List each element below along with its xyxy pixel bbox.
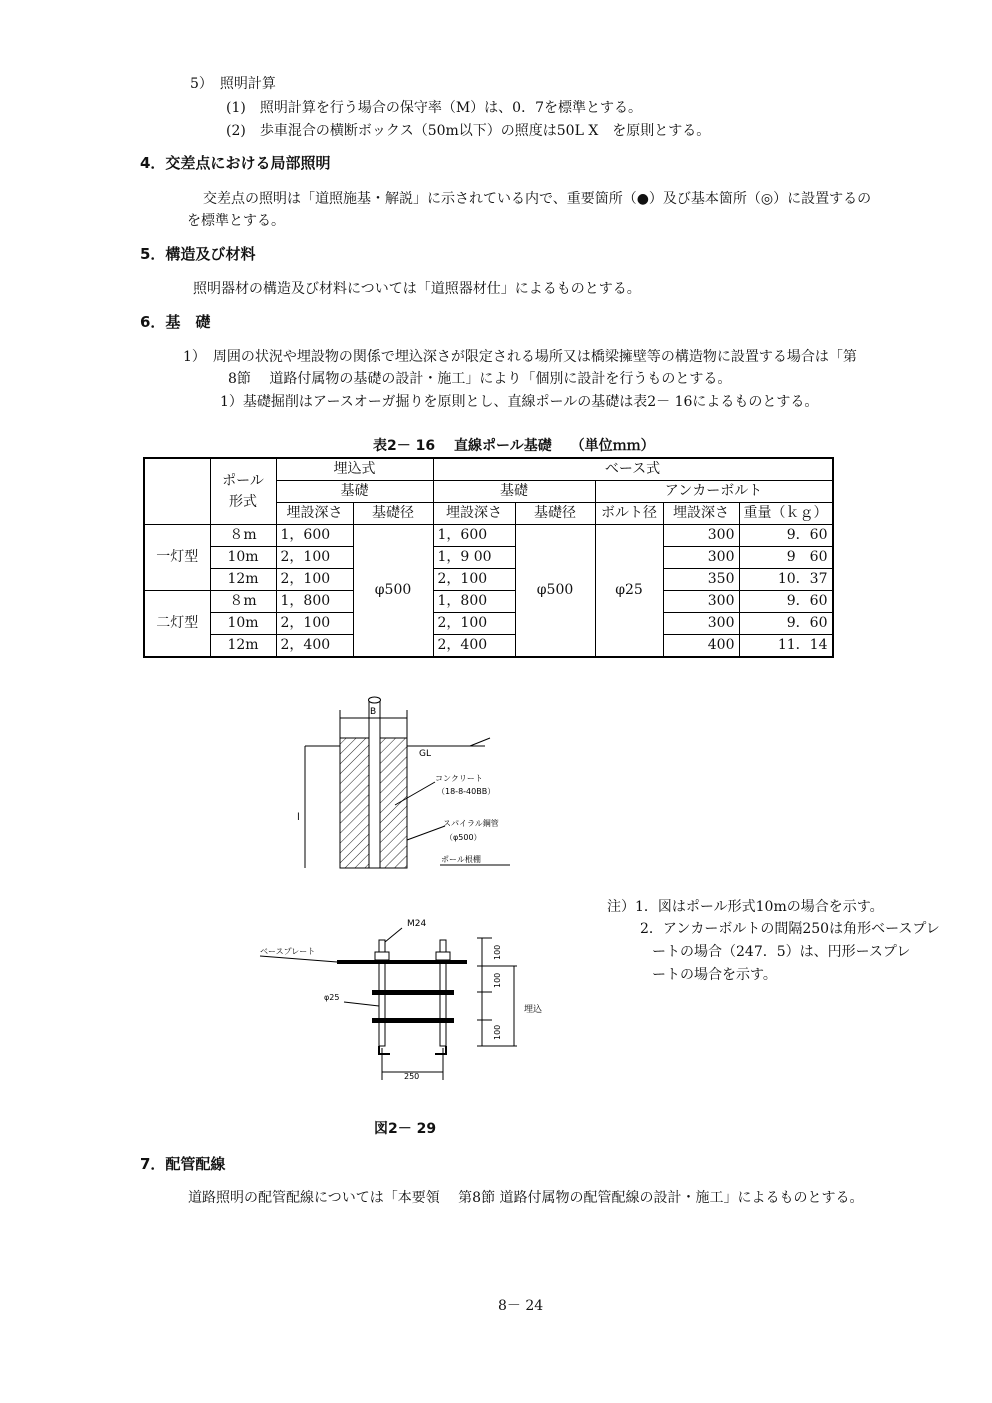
note-line-3: ートの場合（247．5）は、円形ースプレ [652, 944, 911, 960]
fig2-dim-100-a: 100 [493, 944, 502, 960]
note-line-4: ートの場合を示す。 [652, 967, 777, 983]
fig2-dim-100-b: 100 [493, 972, 502, 988]
header-kiso-2: 基礎 [433, 481, 595, 503]
table-caption: 表2－ 16 直線ポール基礎 （単位ｍｍ） [373, 438, 655, 454]
table-cell: 2，400 [276, 635, 353, 658]
page-number: 8－ 24 [498, 1298, 544, 1314]
foundation-table [143, 457, 834, 658]
table-cell: 10m [210, 547, 276, 569]
section-4-line-2: を標準とする。 [187, 213, 285, 229]
table-cell: 12m [210, 635, 276, 658]
table-cell-phi25: φ25 [595, 525, 663, 658]
section-5-title: 5．構造及び材料 [140, 245, 256, 263]
calc-item-1: (1) 照明計算を行う場合の保守率（M）は、0．7を標準とする。 [226, 100, 642, 116]
header-umekomi: 埋込式 [276, 458, 433, 481]
header-depth-3: 埋設深さ [663, 503, 739, 525]
table-cell-phi500-a: φ500 [353, 525, 433, 658]
section-5-body: 照明器材の構造及び材料については「道照器材仕」によるものとする。 [193, 281, 641, 297]
table-cell: 2，100 [433, 569, 515, 591]
table-cell: 1，800 [276, 591, 353, 613]
table-cell: 1，600 [433, 525, 515, 547]
fig2-dim-100-c: 100 [493, 1024, 502, 1040]
fig1-pole-base-label: ポール根棚 [441, 855, 481, 864]
header-dia-2: 基礎径 [515, 503, 595, 525]
fig2-umekomi-label: 埋込 [524, 1005, 543, 1015]
header-anchor-bolt: アンカーボルト [595, 481, 833, 503]
table-cell: 10．37 [739, 569, 833, 591]
section-6-para-1a: 1） 周囲の状況や埋設物の関係で埋込深さが限定される場所又は橋梁擁壁等の構造物に設置する場合は「第 [183, 349, 857, 365]
header-depth-1: 埋設深さ [276, 503, 353, 525]
header-base: ベース式 [433, 458, 833, 481]
section-7-title: 7．配管配線 [140, 1155, 226, 1173]
anchor-bolt-figure [252, 912, 552, 1082]
table-cell: 300 [663, 547, 739, 569]
fig1-concrete-label: コンクリート [435, 774, 483, 783]
header-depth-2: 埋設深さ [433, 503, 515, 525]
fig1-gl-label: GL [419, 749, 431, 759]
table-cell: 1，9 00 [433, 547, 515, 569]
fig2-m24-label: M24 [407, 919, 427, 929]
fig2-phi25-label: φ25 [324, 993, 340, 1002]
header-weight: 重量（ｋｇ） [739, 503, 833, 525]
table-cell: 2，100 [276, 547, 353, 569]
table-cell: 9 60 [739, 547, 833, 569]
table-cell: 350 [663, 569, 739, 591]
note-line-1: 注）1．図はポール形式10mの場合を示す。 [607, 899, 884, 915]
table-cell: 9．60 [739, 613, 833, 635]
table-cell: ８m [210, 525, 276, 547]
section-4-title: 4．交差点における局部照明 [140, 154, 331, 172]
group-single-light: 一灯型 [144, 525, 210, 591]
fig1-concrete-spec: （18-8-40BB） [437, 787, 496, 796]
table-cell: 9．60 [739, 525, 833, 547]
table-cell: 2，100 [276, 569, 353, 591]
header-pole-type: ポール 形式 [210, 458, 276, 525]
table-cell: 2，100 [433, 613, 515, 635]
fig2-dim-250: 250 [404, 1072, 420, 1081]
pole-foundation-figure [285, 690, 525, 875]
header-bolt-dia: ボルト径 [595, 503, 663, 525]
fig1-spiral-spec: （φ500） [445, 833, 482, 842]
table-cell: 10m [210, 613, 276, 635]
section-7-body: 道路照明の配管配線については「本要領 第8節 道路付属物の配管配線の設計・施工」によるものとする。 [188, 1190, 864, 1206]
table-cell: 12m [210, 569, 276, 591]
table-cell: 1，600 [276, 525, 353, 547]
table-cell: 300 [663, 525, 739, 547]
section-4-line-1: 交差点の照明は「道照施基・解説」に示されている内で、重要箇所（●）及び基本箇所（◎）に設置するの [203, 191, 872, 207]
calc-item-2: (2) 歩車混合の横断ボックス（50m以下）の照度は50L X を原則とする。 [226, 123, 711, 139]
table-cell: 11．14 [739, 635, 833, 658]
figure-caption: 図2－ 29 [374, 1121, 437, 1137]
table-corner [144, 458, 210, 525]
fig2-baseplate-label: ベースプレート [260, 947, 316, 956]
note-line-2: 2．アンカーボルトの間隔250は角形ベースプレ [640, 921, 940, 937]
table-cell: 9．60 [739, 591, 833, 613]
fig1-l-label: l [297, 812, 300, 823]
table-cell: 2，400 [433, 635, 515, 658]
calc-heading: 5） 照明計算 [190, 76, 276, 92]
section-6-title: 6．基 礎 [140, 313, 211, 331]
table-cell-phi500-b: φ500 [515, 525, 595, 658]
header-dia-1: 基礎径 [353, 503, 433, 525]
section-6-para-2: 1）基礎掘削はアースオーガ掘りを原則とし、直線ポールの基礎は表2－ 16によるものとする。 [220, 394, 819, 410]
table-cell: 2，100 [276, 613, 353, 635]
section-6-para-1b: 8節 道路付属物の基礎の設計・施工」により「個別に設計を行うものとする。 [228, 371, 732, 387]
group-double-light: 二灯型 [144, 591, 210, 658]
header-kiso-1: 基礎 [276, 481, 433, 503]
fig1-b-label: B [370, 707, 377, 717]
table-cell: 300 [663, 613, 739, 635]
table-cell: 400 [663, 635, 739, 658]
fig1-spiral-label: スパイラル鋼管 [443, 819, 499, 828]
table-cell: 300 [663, 591, 739, 613]
table-cell: 1，800 [433, 591, 515, 613]
table-cell: ８m [210, 591, 276, 613]
